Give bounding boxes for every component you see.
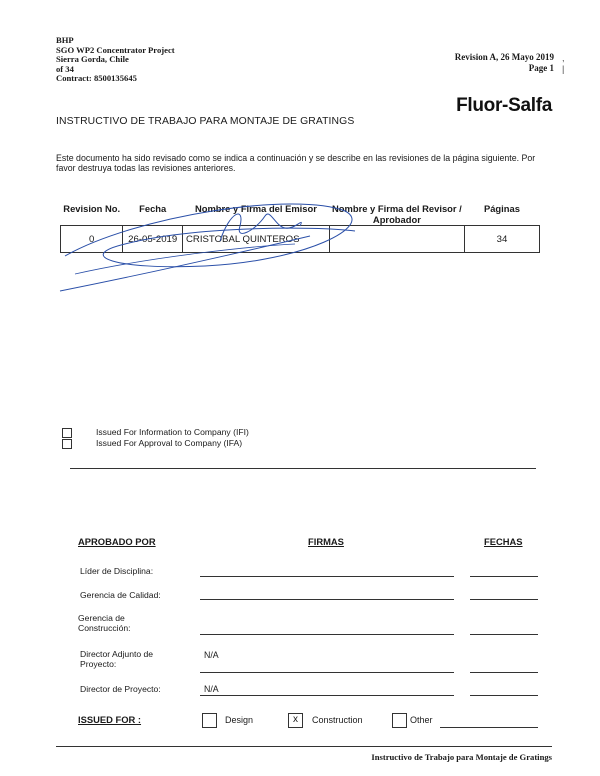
total-pages: of 34 (56, 63, 74, 74)
construction-label: Construction (312, 715, 363, 725)
design-label: Design (225, 715, 254, 725)
col-revision-no: Revision No. (63, 203, 121, 214)
signature-value: N/A (204, 650, 219, 660)
signature-scribble (55, 186, 415, 296)
approver-label: Director de Proyecto: (80, 684, 161, 694)
date-line (470, 672, 538, 673)
other-checkbox[interactable] (392, 713, 407, 728)
approver-label: Gerencia de Construcción: (78, 613, 131, 633)
ifi-checkbox[interactable] (62, 428, 72, 438)
revision-date: Revision A, 26 Mayo 2019 (454, 52, 554, 62)
col-revisor: Nombre y Firma del Revisor / Aprobador (332, 203, 462, 225)
col-paginas: Páginas (483, 203, 520, 214)
revision-info (455, 52, 554, 74)
contract-number: Contract: 8500135645 (56, 73, 137, 84)
document-title: INSTRUCTIVO DE TRABAJO PARA MONTAJE DE GRATINGS (56, 116, 355, 127)
footer-text: Instructivo de Trabajo para Montaje de Gratings (371, 752, 552, 762)
client-name: BHP (56, 35, 74, 45)
design-checkbox[interactable] (202, 713, 217, 728)
col-fecha: Fecha (139, 203, 167, 214)
edge-marks: , | (562, 53, 565, 74)
signature-value: N/A (204, 684, 219, 694)
other-label: Other (410, 715, 433, 725)
other-line (440, 727, 538, 728)
signature-line (200, 672, 454, 673)
date-line (470, 599, 538, 600)
approver-label: Director Adjunto de Proyecto: (80, 649, 154, 669)
cell-paginas: 34 (464, 226, 539, 253)
cell-emisor: CRISTOBAL QUINTEROS (182, 226, 329, 253)
signature-line (200, 634, 454, 635)
date-line (470, 695, 538, 696)
signature-line (200, 599, 454, 600)
cell-revision: 0 (61, 226, 123, 253)
project-name: SGO WP2 Concentrator Project (56, 44, 175, 55)
divider (70, 468, 536, 469)
issued-for-label: ISSUED FOR : (78, 714, 142, 725)
approver-label: Gerencia de Calidad: (80, 590, 161, 600)
construction-checkbox[interactable]: x (288, 713, 303, 728)
signatures-heading: FIRMAS (308, 536, 344, 547)
page-number: Page 1 (528, 63, 554, 73)
footer-divider (56, 746, 552, 747)
approver-label: Líder de Disciplina: (80, 566, 154, 576)
ifi-label: Issued For Information to Company (IFI) (96, 427, 249, 437)
header-info (56, 36, 175, 84)
signature-line (200, 576, 454, 577)
intro-text: Este documento ha sido revisado como se indica a continuación y se describe en las revisiones de la página siguiente. Por favor destruya todas las revisiones anteriores. (56, 153, 536, 174)
ifa-label: Issued For Approval to Company (IFA) (96, 438, 243, 448)
brand-logo: Fluor-Salfa (456, 95, 552, 116)
date-line (470, 576, 538, 577)
cell-fecha: 26-05-2019 (123, 226, 183, 253)
col-emisor: Nombre y Firma del Emisor (194, 203, 317, 214)
dates-heading: FECHAS (484, 536, 523, 547)
approved-by-heading: APROBADO POR (78, 536, 156, 547)
signature-line (200, 695, 454, 696)
ifa-checkbox[interactable] (62, 439, 72, 449)
date-line (470, 634, 538, 635)
project-location: Sierra Gorda, Chile (56, 54, 129, 65)
